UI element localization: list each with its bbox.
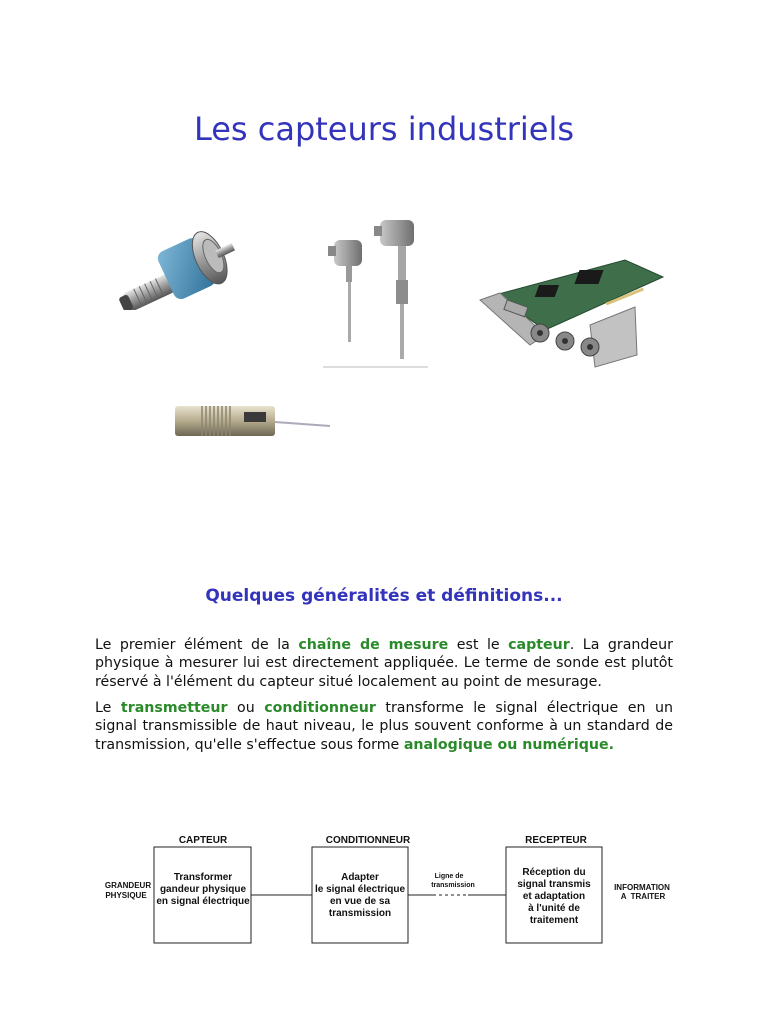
svg-text:le signal électrique: le signal électrique: [314, 884, 406, 895]
paragraph-chaine-de-mesure: Le premier élément de la chaîne de mesure est le capteur. La grandeur physique à mesurer lui est directement appliquée. Le terme de sonde est plutôt réservé à l'élément du capteur situé localement au point de mesurage.: [95, 637, 673, 690]
thermocouple-probes-photo: [318, 212, 433, 370]
block-header-capteur: CAPTEUR: [178, 835, 228, 846]
load-cell-photo: [170, 400, 335, 445]
link-label: Ligne de: [434, 873, 464, 880]
svg-text:PHYSIQUE: PHYSIQUE: [105, 891, 147, 900]
rotary-encoder-photo: [110, 215, 255, 310]
block-header-recepteur: RECEPTEUR: [525, 835, 587, 846]
paragraph-transmetteur: Le transmetteur ou conditionneur transforme le signal électrique en un signal transmissible de haut niveau, le plus souvent conforme à un standard de transmission, qu'elle s'effectue sous forme analogique ou numérique.: [95, 700, 673, 753]
measurement-chain-diagram: [0, 820, 768, 970]
block-capteur: [154, 847, 251, 943]
svg-text:Transformer: Transformer: [173, 872, 233, 883]
output-label: INFORMATION: [614, 883, 670, 892]
svg-text:à l'unité de: à l'unité de: [528, 903, 580, 914]
svg-text:en signal électrique: en signal électrique: [156, 896, 250, 907]
page-title: Les capteurs industriels: [193, 110, 575, 148]
keyword-transmetteur: transmetteur: [120, 700, 228, 716]
keyword-chaine-de-mesure: chaîne de mesure: [298, 637, 449, 653]
svg-text:transmission: transmission: [328, 908, 392, 919]
svg-text:A TRAITER: A TRAITER: [620, 892, 666, 901]
svg-text:signal transmis: signal transmis: [517, 879, 591, 890]
svg-text:traitement: traitement: [529, 915, 579, 926]
keyword-conditionneur: conditionneur: [264, 700, 376, 716]
svg-text:transmission: transmission: [431, 882, 475, 889]
acquisition-card-photo: [475, 255, 665, 370]
block-conditionneur: [312, 847, 408, 943]
svg-text:et adaptation: et adaptation: [522, 891, 586, 902]
svg-text:Réception du: Réception du: [522, 867, 586, 878]
keyword-capteur: capteur: [508, 637, 570, 653]
section-subtitle: Quelques généralités et définitions...: [205, 586, 563, 606]
keyword-analogique-numerique: analogique ou numérique: [403, 736, 609, 753]
svg-text:en vue de sa: en vue de sa: [329, 896, 391, 907]
svg-text:gandeur physique: gandeur physique: [159, 884, 247, 895]
svg-text:Adapter: Adapter: [341, 872, 379, 883]
block-header-conditionneur: CONDITIONNEUR: [325, 835, 411, 846]
input-label: GRANDEUR: [104, 881, 152, 890]
